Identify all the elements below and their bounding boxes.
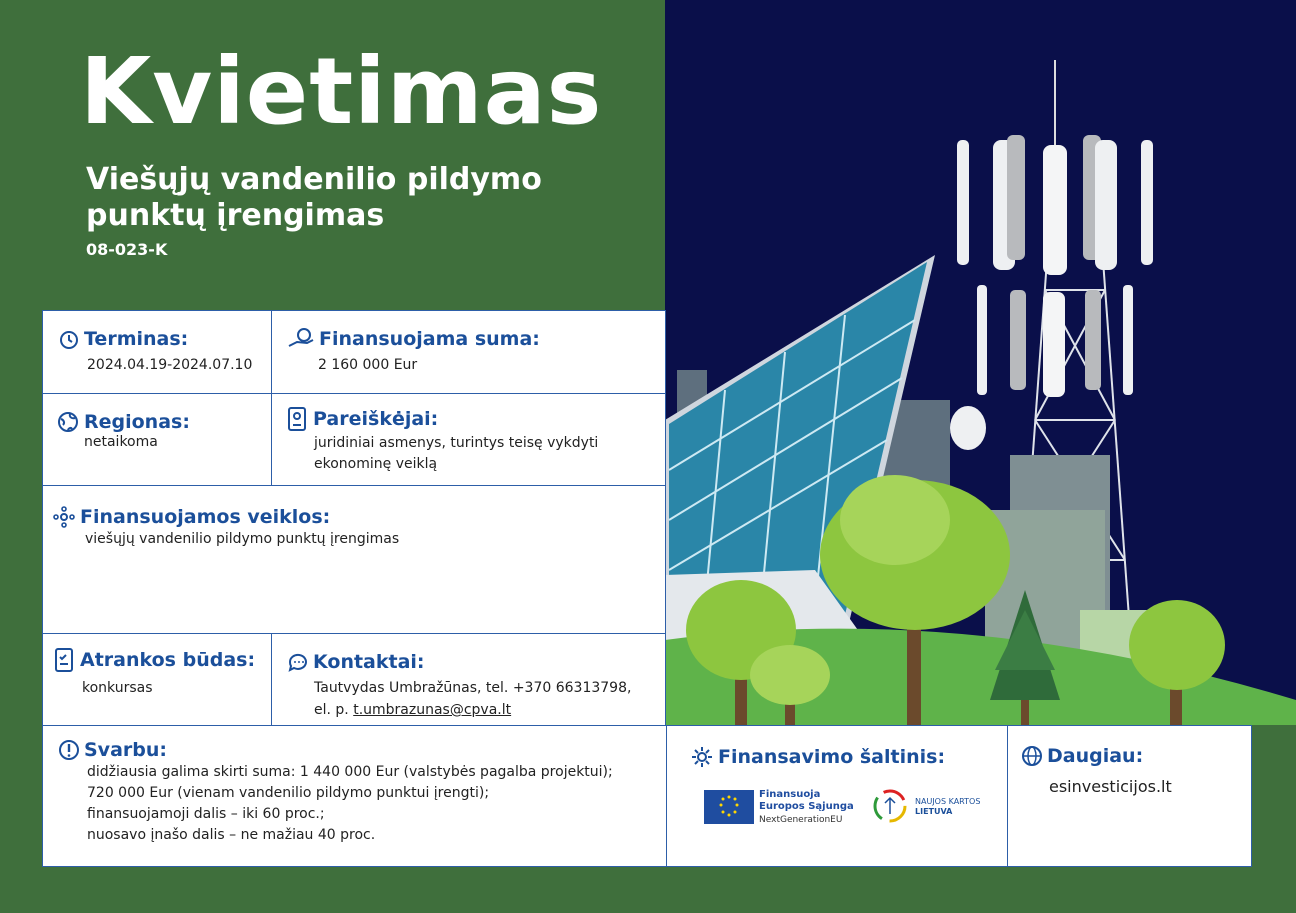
atranka-label: Atrankos būdas: bbox=[80, 649, 256, 671]
www-globe-icon bbox=[1021, 745, 1043, 767]
terminas-label: Terminas: bbox=[84, 328, 189, 350]
nk-line2: LIETUVA bbox=[915, 807, 953, 816]
veiklos-heading bbox=[52, 505, 330, 529]
svarbu-line-3: finansuojamoji dalis – iki 60 proc.; bbox=[87, 806, 325, 822]
daugiau-link[interactable]: esinvesticijos.lt bbox=[1049, 777, 1172, 796]
email-link[interactable]: t.umbrazunas@cpva.lt bbox=[353, 702, 512, 718]
suma-heading bbox=[287, 328, 540, 350]
page-subtitle: Viešųjų vandenilio pildymo punktų įrengimas bbox=[86, 162, 542, 233]
activities-icon bbox=[52, 505, 76, 529]
regionas-value: netaikoma bbox=[84, 434, 158, 450]
svarbu-line-1: didžiausia galima skirti suma: 1 440 000 Eur (valstybės pagalba projektui); bbox=[87, 764, 613, 780]
regionas-label: Regionas: bbox=[84, 411, 190, 433]
pareiskejai-heading bbox=[285, 406, 438, 432]
svarbu-line-2: 720 000 Eur (vienam vandenilio pildymo punktui įrengti); bbox=[87, 785, 490, 801]
eu-line2: Europos Sąjunga bbox=[759, 801, 854, 812]
page-title: Kvietimas bbox=[80, 38, 603, 145]
exclamation-icon bbox=[58, 739, 80, 761]
svarbu-line-4: nuosavo įnašo dalis – ne mažiau 40 proc. bbox=[87, 827, 376, 843]
kontaktai-line1: Tautvydas Umbražūnas, tel. +370 66313798, bbox=[314, 680, 632, 696]
eu-flag-logo bbox=[704, 790, 754, 824]
svarbu-heading bbox=[58, 739, 167, 761]
terminas-cell bbox=[42, 310, 272, 394]
document-person-icon bbox=[285, 406, 309, 432]
kontaktai-line2 bbox=[314, 699, 511, 721]
pareiskejai-value-2: ekonominę veiklą bbox=[314, 456, 438, 472]
nk-line1: NAUJOS KARTOS bbox=[915, 797, 981, 806]
pareiskejai-label: Pareiškėjai: bbox=[313, 408, 439, 430]
kontaktai-heading bbox=[287, 651, 425, 673]
atranka-value: konkursas bbox=[82, 680, 153, 696]
chat-icon bbox=[287, 651, 309, 673]
veiklos-label: Finansuojamos veiklos: bbox=[80, 506, 331, 528]
globe-icon bbox=[56, 410, 80, 434]
checklist-icon bbox=[52, 647, 76, 673]
kontaktai-label: Kontaktai: bbox=[313, 651, 425, 673]
money-hand-icon bbox=[287, 328, 315, 350]
daugiau-heading bbox=[1021, 745, 1143, 767]
call-code: 08-023-K bbox=[86, 240, 168, 259]
atranka-heading bbox=[52, 647, 255, 673]
solar-tower-illustration bbox=[665, 0, 1296, 725]
saltinis-heading bbox=[690, 745, 945, 769]
illustration-panel bbox=[665, 0, 1296, 725]
terminas-value: 2024.04.19-2024.07.10 bbox=[87, 357, 253, 373]
email-prefix: el. p. bbox=[314, 702, 354, 718]
gear-icon bbox=[690, 745, 714, 769]
svarbu-label: Svarbu: bbox=[84, 739, 167, 761]
suma-label: Finansuojama suma: bbox=[319, 328, 540, 350]
pareiskejai-value-1: juridiniai asmenys, turintys teisę vykdyti bbox=[314, 435, 599, 451]
daugiau-label: Daugiau: bbox=[1047, 745, 1144, 767]
veiklos-value: viešųjų vandenilio pildymo punktų įrengimas bbox=[85, 531, 400, 547]
suma-cell bbox=[271, 310, 666, 394]
clock-icon bbox=[58, 328, 80, 350]
naujos-kartos-logo bbox=[873, 789, 907, 823]
eu-line1: Finansuoja bbox=[759, 789, 821, 800]
saltinis-label: Finansavimo šaltinis: bbox=[718, 746, 946, 768]
terminas-heading bbox=[58, 328, 188, 350]
eu-line3: NextGenerationEU bbox=[759, 815, 843, 825]
suma-value: 2 160 000 Eur bbox=[318, 357, 418, 373]
